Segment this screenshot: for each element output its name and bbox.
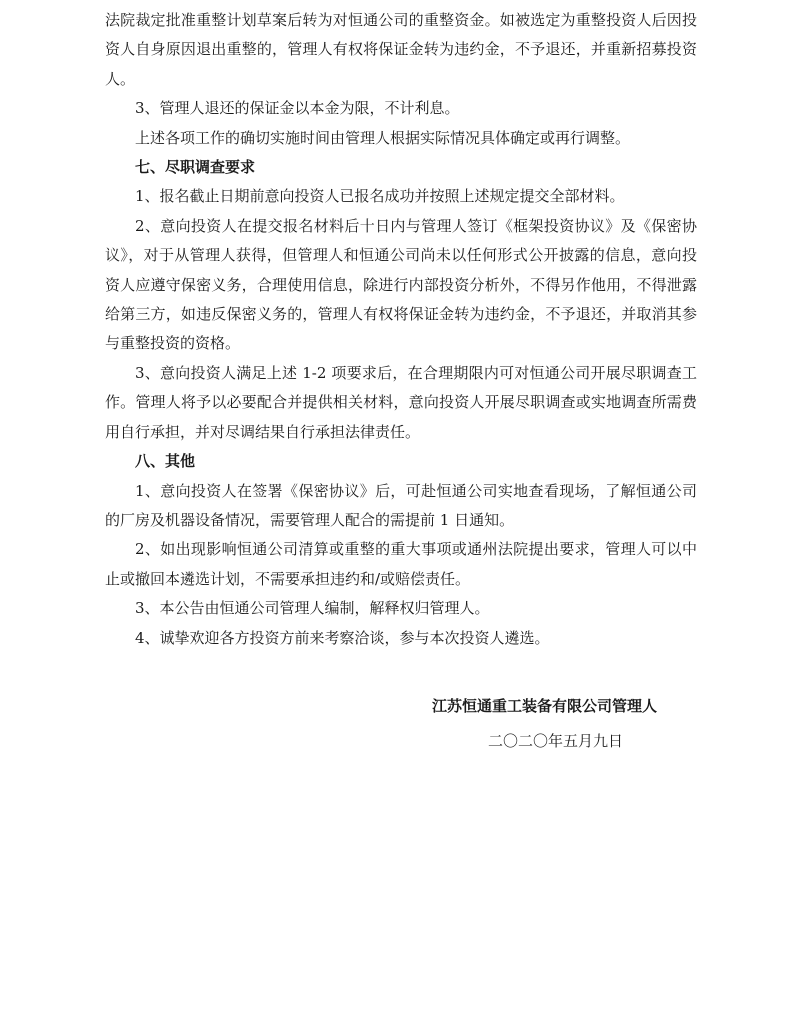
paragraph-dd-item-1: 1、报名截止日期前意向投资人已报名成功并按照上述规定提交全部材料。 <box>135 187 625 206</box>
paragraph-other-item-3: 3、本公告由恒通公司管理人编制，解释权归管理人。 <box>135 599 490 618</box>
paragraph-continuation: 法院裁定批准重整计划草案后转为对恒通公司的重整资金。如被选定为重整投资人后因投资人自身原因退出重整的，管理人有权将保证金转为违约金，不予退还，并重新招募投资人。 <box>105 11 697 88</box>
signature-line: 江苏恒通重工装备有限公司管理人 <box>432 697 658 715</box>
paragraph-timing-note: 上述各项工作的确切实施时间由管理人根据实际情况具体确定或再行调整。 <box>135 128 631 147</box>
document-body <box>105 6 697 653</box>
paragraph-deposit-refund-limit: 3、管理人退还的保证金以本金为限，不计利息。 <box>135 99 460 118</box>
paragraph-other-item-4: 4、诚挚欢迎各方投资方前来考察洽谈，参与本次投资人遴选。 <box>135 628 550 647</box>
paragraph-dd-item-2: 2、意向投资人在提交报名材料后十日内与管理人签订《框架投资协议》及《保密协议》，对于从管理人获得，但管理人和恒通公司尚未以任何形式公开披露的信息，意向投资人应遵守保密义务，合理使用信息，除进行内部投资分析外，不得另作他用，不得泄露给第三方，如违反保密义务的，管理人有权将保证金转为违约金，不予退还，并取消其参与重整投资的资格。 <box>105 216 697 353</box>
paragraph-dd-item-3: 3、意向投资人满足上述 1-2 项要求后，在合理期限内可对恒通公司开展尽职调查工作。管理人将予以必要配合并提供相关材料，意向投资人开展尽职调查或实地调查所需费用自行承担，并对尽调结果自行承担法律责任。 <box>105 363 697 441</box>
paragraph-other-item-1: 1、意向投资人在签署《保密协议》后，可赴恒通公司实地查看现场，了解恒通公司的厂房及机器设备情况，需要管理人配合的需提前 1 日通知。 <box>105 481 697 529</box>
date-line: 二〇二〇年五月九日 <box>488 732 624 750</box>
section-heading-other: 八、其他 <box>135 452 196 471</box>
paragraph-other-item-2: 2、如出现影响恒通公司清算或重整的重大事项或通州法院提出要求，管理人可以中止或撤回本遴选计划，不需要承担违约和/或赔偿责任。 <box>105 540 697 588</box>
section-heading-due-diligence: 七、尽职调查要求 <box>135 158 256 177</box>
